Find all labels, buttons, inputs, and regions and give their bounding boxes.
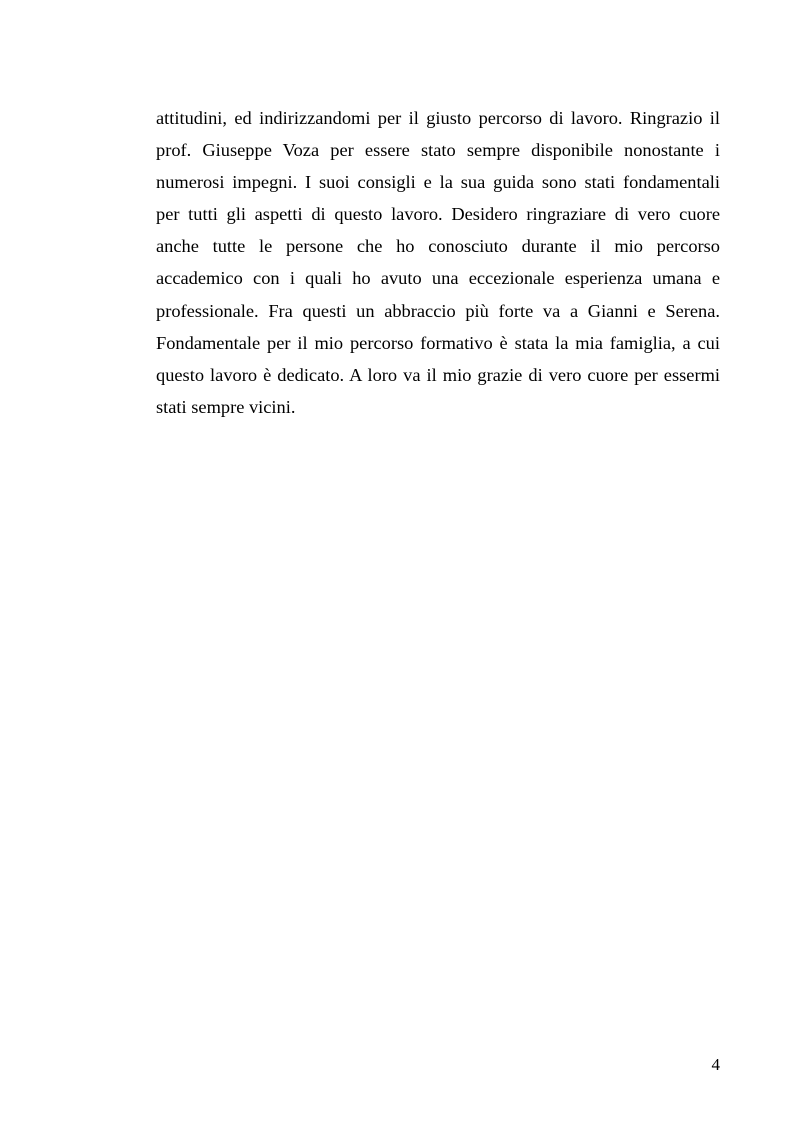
paragraph-line: attitudini, ed indirizzandomi per il giusto percorso di lavoro. Ringrazio il (156, 108, 720, 128)
paragraph-line: accademico con i quali ho avuto una eccezionale esperienza umana e (156, 268, 720, 289)
page-number: 4 (711, 1055, 720, 1074)
paragraph-line: anche tutte le persone che ho conosciuto durante il mio percorso (156, 236, 720, 257)
paragraph-line: stati sempre vicini. (156, 396, 296, 417)
body-paragraph (156, 102, 720, 423)
paragraph-line: questo lavoro è dedicato. A loro va il mio grazie di vero cuore per essermi (156, 364, 720, 385)
paragraph-line: Fondamentale per il mio percorso formativo è stata la mia famiglia, a cui (156, 332, 720, 353)
paragraph-line: professionale. Fra questi un abbraccio più forte va a Gianni e Serena. (156, 300, 720, 321)
paragraph-line: numerosi impegni. I suoi consigli e la sua guida sono stati fondamentali (156, 172, 720, 193)
paragraph-line: prof. Giuseppe Voza per essere stato sempre disponibile nonostante i (156, 140, 720, 161)
paragraph-line: per tutti gli aspetti di questo lavoro. Desidero ringraziare di vero cuore (156, 204, 720, 225)
